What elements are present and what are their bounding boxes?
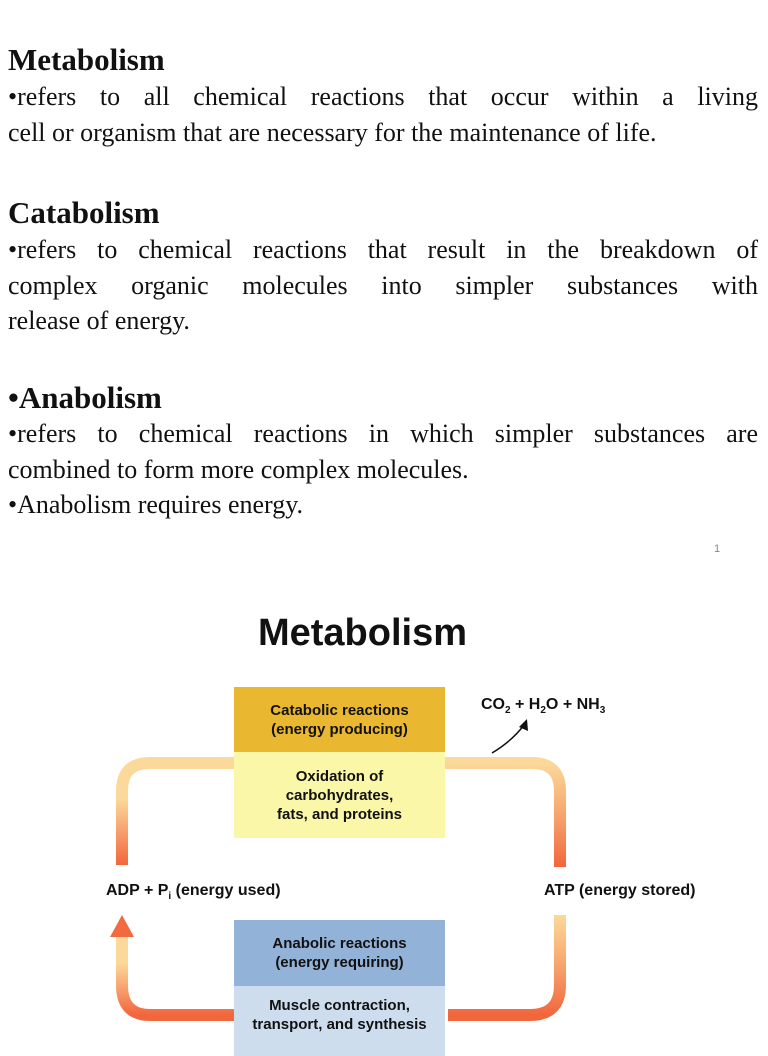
arrowhead-up [110,915,134,937]
definition-line: complex organic molecules into simpler substances with [8,270,758,300]
definition-line: •refers to chemical reactions that result in the breakdown of [8,235,758,264]
arrow-bottom-right [448,915,560,1015]
h2-subscript: 2 [540,705,546,717]
heading-catabolism: Catabolism [8,195,160,230]
adp-tail-text: (energy used) [171,882,281,899]
heading-metabolism: Metabolism [8,42,165,77]
products-arrow [492,725,524,753]
definition-line: •refers to all chemical reactions that occur within a living [8,82,758,111]
definition-line: •Anabolism requires energy. [8,490,304,519]
co-text: CO [481,696,505,713]
heading-anabolism: •Anabolism [8,380,162,415]
arrow-top-right [444,763,560,867]
definition-line: cell or organism that are necessary for the maintenance of life. [8,117,657,147]
pi-subscript: i [168,891,172,903]
definition-line: release of energy. [8,306,190,335]
catabolic-body-box: Oxidation of carbohydrates, fats, and proteins [234,752,445,838]
definition-line: •refers to chemical reactions in which simpler substances are [8,419,758,448]
co2-subscript: 2 [505,705,511,717]
arrow-top-left [122,763,234,865]
definition-anabolism [8,416,758,523]
arrow-bottom-left [122,935,234,1015]
catabolic-header-box: Catabolic reactions (energy producing) [234,687,445,752]
adp-label [106,882,281,902]
adp-text: ADP + P [106,882,169,899]
definition-line: combined to form more complex molecules. [8,454,469,484]
nh3-subscript: 3 [599,705,606,717]
page-number: 1 [714,543,721,555]
atp-label: ATP (energy stored) [544,882,696,899]
definition-catabolism [8,232,758,339]
plus-h-text: + H [510,696,541,713]
products-label [481,696,605,716]
anabolic-body-box: Muscle contraction, transport, and synthesis [234,986,445,1056]
diagram-title: Metabolism [257,612,468,654]
anabolic-header-box: Anabolic reactions (energy requiring) [234,920,445,986]
definition-metabolism [8,79,758,150]
plus-nh-text: O + NH [545,696,600,713]
diagram-slide [0,575,768,1033]
